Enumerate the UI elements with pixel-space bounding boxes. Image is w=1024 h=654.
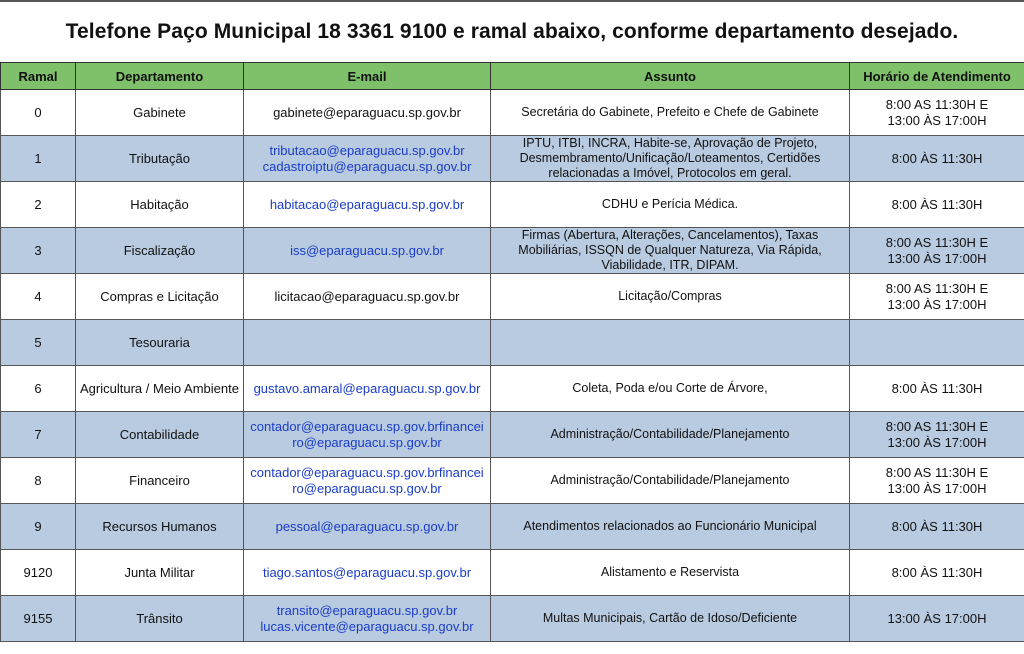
cell-ramal: 0 bbox=[1, 90, 76, 136]
cell-assunto: Administração/Contabilidade/Planejamento bbox=[491, 458, 850, 504]
cell-assunto: IPTU, ITBI, INCRA, Habite-se, Aprovação de Projeto, Desmembramento/Unificação/Loteamentos, Certidões relacionadas a Imóvel, Protocolos em geral. bbox=[491, 136, 850, 182]
cell-horario: 8:00 ÀS 11:30H bbox=[850, 550, 1024, 596]
email-link[interactable]: cadastroiptu@eparaguacu.sp.gov.br bbox=[262, 158, 472, 174]
email-link[interactable]: habitacao@eparaguacu.sp.gov.br bbox=[269, 196, 465, 212]
email-link[interactable]: transito@eparaguacu.sp.gov.br bbox=[276, 602, 458, 618]
header-horario: Horário de Atendimento bbox=[850, 63, 1024, 90]
cell-departamento: Agricultura / Meio Ambiente bbox=[76, 366, 244, 412]
table-row bbox=[1, 90, 1024, 136]
cell-assunto: CDHU e Perícia Médica. bbox=[491, 182, 850, 228]
cell-ramal: 2 bbox=[1, 182, 76, 228]
table-row bbox=[1, 182, 1024, 228]
cell-departamento: Compras e Licitação bbox=[76, 274, 244, 320]
table-row bbox=[1, 366, 1024, 412]
cell-email bbox=[244, 458, 491, 504]
cell-departamento: Financeiro bbox=[76, 458, 244, 504]
table-row bbox=[1, 412, 1024, 458]
header-departamento: Departamento bbox=[76, 63, 244, 90]
email-link[interactable]: contador@eparaguacu.sp.gov.brfinancei bbox=[250, 418, 484, 434]
cell-horario: 8:00 ÀS 11:30H bbox=[850, 366, 1024, 412]
cell-departamento: Trânsito bbox=[76, 596, 244, 642]
cell-email bbox=[244, 504, 491, 550]
email-link[interactable]: lucas.vicente@eparaguacu.sp.gov.br bbox=[260, 618, 474, 634]
table-row bbox=[1, 274, 1024, 320]
cell-email bbox=[244, 320, 491, 366]
cell-email bbox=[244, 90, 491, 136]
cell-email bbox=[244, 412, 491, 458]
cell-assunto: Secretária do Gabinete, Prefeito e Chefe de Gabinete bbox=[491, 90, 850, 136]
cell-ramal: 9 bbox=[1, 504, 76, 550]
table-row bbox=[1, 320, 1024, 366]
departments-table bbox=[0, 62, 1024, 642]
email-link[interactable]: iss@eparaguacu.sp.gov.br bbox=[290, 242, 444, 258]
cell-email bbox=[244, 228, 491, 274]
cell-departamento: Fiscalização bbox=[76, 228, 244, 274]
email-link[interactable]: contador@eparaguacu.sp.gov.brfinancei bbox=[250, 464, 484, 480]
cell-assunto: Firmas (Abertura, Alterações, Cancelamentos), Taxas Mobiliárias, ISSQN de Qualquer Natureza, Via Rápida, Viabilidade, ITR, DIPAM. bbox=[491, 228, 850, 274]
cell-assunto bbox=[491, 320, 850, 366]
cell-departamento: Tributação bbox=[76, 136, 244, 182]
email-link[interactable]: pessoal@eparaguacu.sp.gov.br bbox=[275, 518, 459, 534]
cell-ramal: 9155 bbox=[1, 596, 76, 642]
cell-ramal: 7 bbox=[1, 412, 76, 458]
cell-ramal: 3 bbox=[1, 228, 76, 274]
cell-email bbox=[244, 274, 491, 320]
cell-ramal: 8 bbox=[1, 458, 76, 504]
cell-ramal: 1 bbox=[1, 136, 76, 182]
table-row bbox=[1, 596, 1024, 642]
cell-departamento: Habitação bbox=[76, 182, 244, 228]
cell-assunto: Licitação/Compras bbox=[491, 274, 850, 320]
table-row bbox=[1, 458, 1024, 504]
email-link[interactable]: licitacao@eparaguacu.sp.gov.br bbox=[274, 288, 460, 304]
cell-departamento: Tesouraria bbox=[76, 320, 244, 366]
cell-ramal: 6 bbox=[1, 366, 76, 412]
cell-assunto: Coleta, Poda e/ou Corte de Árvore, bbox=[491, 366, 850, 412]
cell-horario: 8:00 ÀS 11:30H bbox=[850, 182, 1024, 228]
cell-email bbox=[244, 366, 491, 412]
header-email: E-mail bbox=[244, 63, 491, 90]
cell-departamento: Junta Militar bbox=[76, 550, 244, 596]
cell-departamento: Gabinete bbox=[76, 90, 244, 136]
cell-email bbox=[244, 136, 491, 182]
cell-horario: 13:00 ÀS 17:00H bbox=[850, 596, 1024, 642]
page-title: Telefone Paço Municipal 18 3361 9100 e ramal abaixo, conforme departamento desejado. bbox=[0, 0, 1024, 62]
header-assunto: Assunto bbox=[491, 63, 850, 90]
email-link[interactable]: gustavo.amaral@eparaguacu.sp.gov.br bbox=[253, 380, 481, 396]
email-link[interactable]: tiago.santos@eparaguacu.sp.gov.br bbox=[262, 564, 472, 580]
email-link[interactable]: gabinete@eparaguacu.sp.gov.br bbox=[273, 104, 461, 120]
table-row bbox=[1, 136, 1024, 182]
cell-horario: 8:00 AS 11:30H E 13:00 ÀS 17:00H bbox=[850, 274, 1024, 320]
email-link[interactable]: tributacao@eparaguacu.sp.gov.br bbox=[269, 142, 465, 158]
cell-horario: 8:00 ÀS 11:30H bbox=[850, 504, 1024, 550]
cell-ramal: 4 bbox=[1, 274, 76, 320]
cell-assunto: Atendimentos relacionados ao Funcionário Municipal bbox=[491, 504, 850, 550]
cell-horario: 8:00 AS 11:30H E 13:00 ÀS 17:00H bbox=[850, 458, 1024, 504]
email-link[interactable]: ro@eparaguacu.sp.gov.br bbox=[292, 480, 442, 496]
cell-email bbox=[244, 182, 491, 228]
cell-assunto: Administração/Contabilidade/Planejamento bbox=[491, 412, 850, 458]
cell-horario: 8:00 AS 11:30H E 13:00 ÀS 17:00H bbox=[850, 228, 1024, 274]
table-row bbox=[1, 504, 1024, 550]
table-header-row bbox=[1, 63, 1024, 90]
table-row bbox=[1, 550, 1024, 596]
table-row bbox=[1, 228, 1024, 274]
email-link[interactable]: ro@eparaguacu.sp.gov.br bbox=[292, 434, 442, 450]
cell-horario: 8:00 AS 11:30H E 13:00 ÀS 17:00H bbox=[850, 412, 1024, 458]
cell-assunto: Alistamento e Reservista bbox=[491, 550, 850, 596]
cell-horario: 8:00 AS 11:30H E 13:00 ÀS 17:00H bbox=[850, 90, 1024, 136]
cell-horario bbox=[850, 320, 1024, 366]
cell-email bbox=[244, 550, 491, 596]
cell-horario: 8:00 ÀS 11:30H bbox=[850, 136, 1024, 182]
cell-ramal: 9120 bbox=[1, 550, 76, 596]
header-ramal: Ramal bbox=[1, 63, 76, 90]
cell-departamento: Recursos Humanos bbox=[76, 504, 244, 550]
cell-assunto: Multas Municipais, Cartão de Idoso/Deficiente bbox=[491, 596, 850, 642]
cell-email bbox=[244, 596, 491, 642]
cell-departamento: Contabilidade bbox=[76, 412, 244, 458]
cell-ramal: 5 bbox=[1, 320, 76, 366]
